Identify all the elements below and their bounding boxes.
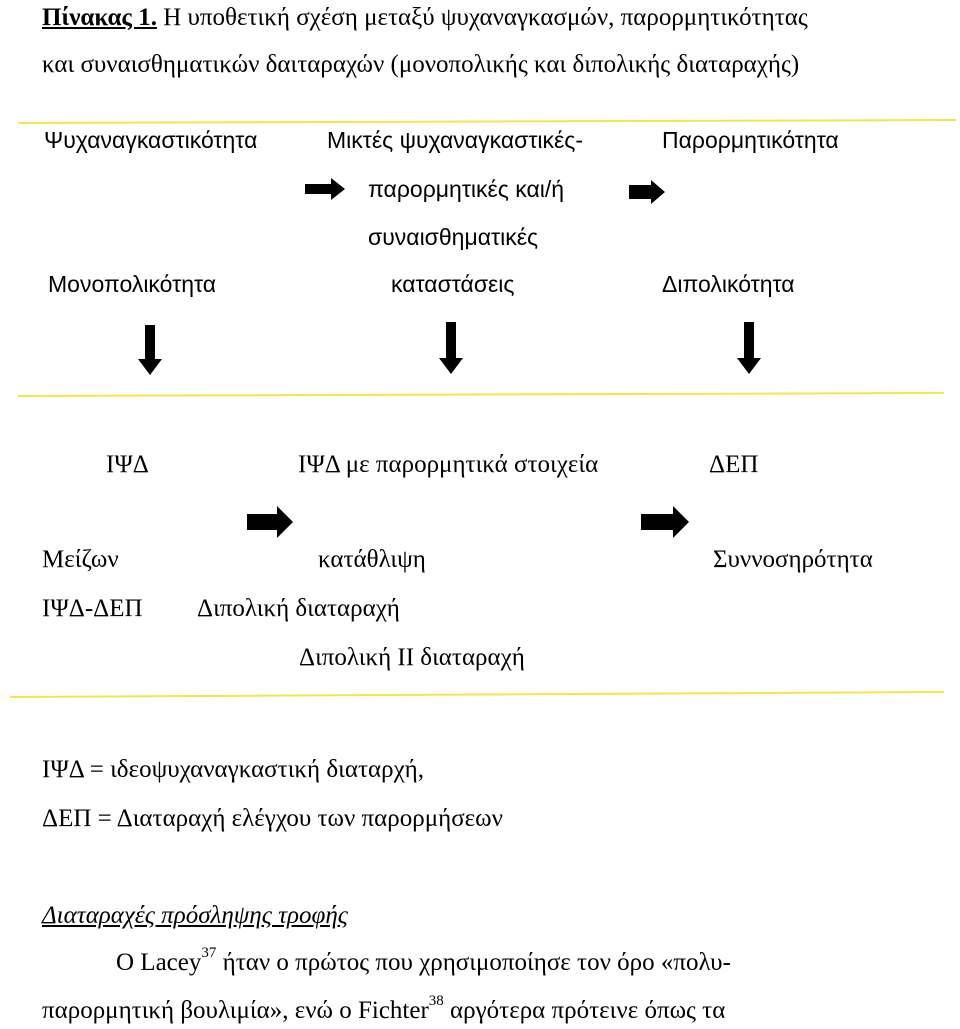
right-arrow-icon <box>629 180 665 204</box>
paragraph-text: αργότερα πρότεινε όπως τα <box>443 997 726 1024</box>
caption-label: Πίνακας 1. <box>42 4 157 31</box>
caption-line-2: και συναισθηματικών δαιταραχών (μονοπολικής και διπολικής διαταραχής) <box>42 51 800 78</box>
disorder-comorbidity: Συννοσηρότητα <box>713 546 873 573</box>
right-arrow-icon <box>247 506 293 538</box>
spectrum-mixed-3: συναισθηματικές <box>368 224 539 250</box>
separator-line-1 <box>18 120 956 123</box>
right-arrow-icon <box>305 178 345 200</box>
spectrum-monopolarity: Μονοπολικότητα <box>48 271 217 297</box>
down-arrow-icon <box>439 322 463 374</box>
right-arrow-icon <box>641 506 689 538</box>
separator-line-2 <box>18 393 944 396</box>
paragraph-line-1 <box>116 945 731 976</box>
reference-superscript: 37 <box>201 945 217 961</box>
legend-ocd: ΙΨΔ = ιδεοψυχαναγκαστική διαταρχή, <box>42 756 424 783</box>
disorder-ocd-impulsive: ΙΨΔ με παρορμητικά στοιχεία <box>298 451 599 478</box>
paragraph-text: ήταν ο πρώτος που χρησιμοποίησε τον όρο «πολυ- <box>216 949 731 976</box>
paragraph-text: παρορμητική βουλιμία», ενώ ο Fichter <box>42 997 429 1024</box>
spectrum-mixed-4: καταστάσεις <box>391 271 515 297</box>
spectrum-mixed-2: παρορμητικές και/ή <box>368 176 565 202</box>
down-arrow-icon <box>737 322 761 374</box>
disorder-major: Μείζων <box>42 546 119 573</box>
spectrum-bipolarity: Διπολικότητα <box>662 271 795 297</box>
disorder-icd: ΔΕΠ <box>709 451 759 478</box>
caption-line-1: Η υποθετική σχέση μεταξύ ψυχαναγκασμών, παρορμητικότητας <box>163 4 808 31</box>
disorder-bipolar: Διπολική διαταραχή <box>197 595 400 622</box>
disorder-ocd-icd: ΙΨΔ-ΔΕΠ <box>42 595 143 622</box>
section-heading: Διαταραχές πρόσληψης τροφής <box>42 902 348 929</box>
paragraph-text: Ο Lacey <box>116 949 202 976</box>
spectrum-compulsivity: Ψυχαναγκαστικότητα <box>44 127 258 153</box>
disorder-depression: κατάθλιψη <box>318 546 426 573</box>
spectrum-impulsivity: Παρορμητικότητα <box>662 127 839 153</box>
legend-icd: ΔΕΠ = Διαταραχή ελέγχου των παρορμήσεων <box>42 805 503 832</box>
separator-line-3 <box>10 692 944 697</box>
disorder-bipolar-ii: Διπολική ΙΙ διαταραχή <box>299 644 525 671</box>
spectrum-mixed-1: Μικτές ψυχαναγκαστικές- <box>327 127 584 153</box>
down-arrow-icon <box>138 325 162 375</box>
paragraph-line-2 <box>42 993 726 1024</box>
reference-superscript: 38 <box>428 993 444 1009</box>
disorder-ocd: ΙΨΔ <box>106 451 149 478</box>
